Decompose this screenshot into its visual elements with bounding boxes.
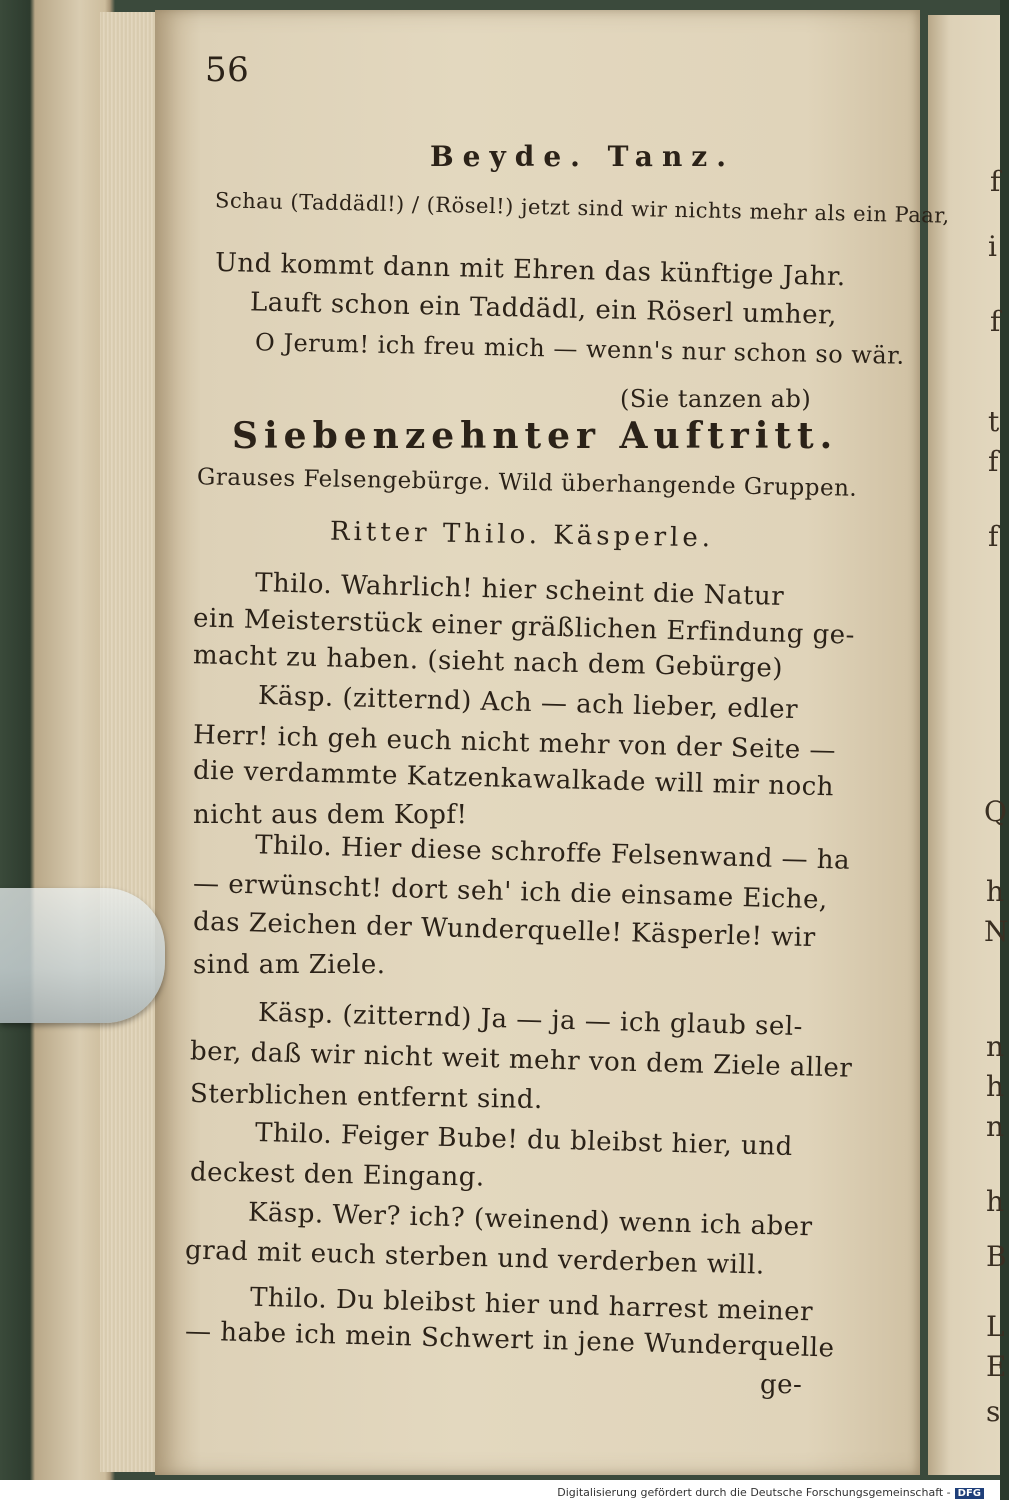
facing-page-fragment: t	[988, 405, 1000, 438]
text-line: die verdammte Katzenkawalkade will mir noch	[192, 755, 835, 803]
footer-text: Digitalisierung gefördert durch die Deutsche Forschungsgemeinschaft - DFG	[565, 1483, 992, 1496]
text-line: Ritter Thilo. Käsperle.	[329, 516, 715, 554]
text-line: ber, daß wir nicht weit mehr von dem Ziele aller	[189, 1036, 853, 1084]
text-line: Thilo. Du bleibst hier und harrest meiner	[249, 1282, 814, 1328]
text-line: — erwünscht! dort seh' ich die einsame Eiche,	[192, 868, 829, 916]
text-line: nicht aus dem Kopf!	[193, 800, 468, 830]
text-line: Käsp. (zitternd) Ja — ja — ich glaub sel-	[257, 997, 804, 1043]
facing-page-fragment: f	[988, 445, 999, 478]
text-line: Käsp. Wer? ich? (weinend) wenn ich aber	[247, 1197, 813, 1243]
text-line: — habe ich mein Schwert in jene Wunderquelle	[184, 1316, 835, 1364]
text-line: O Jerum! ich freu mich — wenn's nur schon so wär.	[254, 328, 905, 370]
stage-direction: (Sie tanzen ab)	[620, 385, 812, 413]
text-line: deckest den Eingang.	[189, 1157, 485, 1193]
facing-page-fragment: s	[986, 1395, 1001, 1428]
text-line: Herr! ich geh euch nicht mehr von der Seite —	[192, 720, 837, 766]
facing-page-fragment: i	[988, 230, 997, 263]
facing-page-fragment: E	[986, 1350, 1007, 1383]
facing-page-fragment: Q	[984, 795, 1007, 828]
text-line: Thilo. Wahrlich! hier scheint die Natur	[254, 568, 785, 612]
facing-page-fragment: h	[986, 1185, 1005, 1218]
facing-page-fragment: f	[988, 520, 999, 553]
facing-page-fragment: L	[986, 1310, 1005, 1343]
page-number: 56	[205, 50, 250, 90]
catchword: ge-	[760, 1370, 803, 1400]
text-line: Thilo. Feiger Bube! du bleibst hier, und	[254, 1117, 794, 1163]
facing-page-fragment: f	[990, 305, 1001, 338]
text-line: ein Meisterstück einer gräßlichen Erfindung ge-	[192, 603, 856, 651]
facing-page-fragment: f	[990, 165, 1001, 198]
text-line: sind am Ziele.	[193, 950, 386, 980]
text-line: Käsp. (zitternd) Ach — ach lieber, edler	[257, 680, 799, 726]
dfg-logo: DFG	[955, 1488, 984, 1499]
text-line: Thilo. Hier diese schroffe Felsenwand — ha	[254, 830, 851, 876]
speaker-header: Beyde. Tanz.	[430, 140, 735, 173]
text-line: Und kommt dann mit Ehren das künftige Jahr.	[214, 247, 847, 293]
footer-bar	[0, 1480, 1000, 1500]
text-line: Grauses Felsengebürge. Wild überhangende Gruppen.	[196, 464, 858, 502]
scene-title: Siebenzehnter Auftritt.	[232, 415, 839, 457]
text-line: Sterblichen entfernt sind.	[189, 1078, 544, 1116]
text-line: macht zu haben. (sieht nach dem Gebürge)	[192, 640, 784, 684]
facing-page-fragment: N	[984, 915, 1009, 948]
page-clip	[0, 888, 165, 1023]
facing-page-fragment: B	[986, 1240, 1007, 1273]
text-line: Lauft schon ein Taddädl, ein Röserl umher,	[249, 287, 838, 331]
facing-page-fragment: h	[986, 875, 1005, 908]
text-line: Schau (Taddädl!) / (Rösel!) jetzt sind wir nichts mehr als ein Paar,	[214, 188, 950, 228]
facing-page-fragment: n	[986, 1110, 1005, 1143]
facing-page-fragment: h	[986, 1070, 1005, 1103]
text-line: das Zeichen der Wunderquelle! Käsperle! wir	[192, 906, 817, 954]
facing-page	[928, 15, 1009, 1475]
text-line: grad mit euch sterben und verderben will.	[184, 1235, 766, 1281]
page-edges	[100, 12, 158, 1472]
facing-page-fragment: n	[986, 1030, 1005, 1063]
